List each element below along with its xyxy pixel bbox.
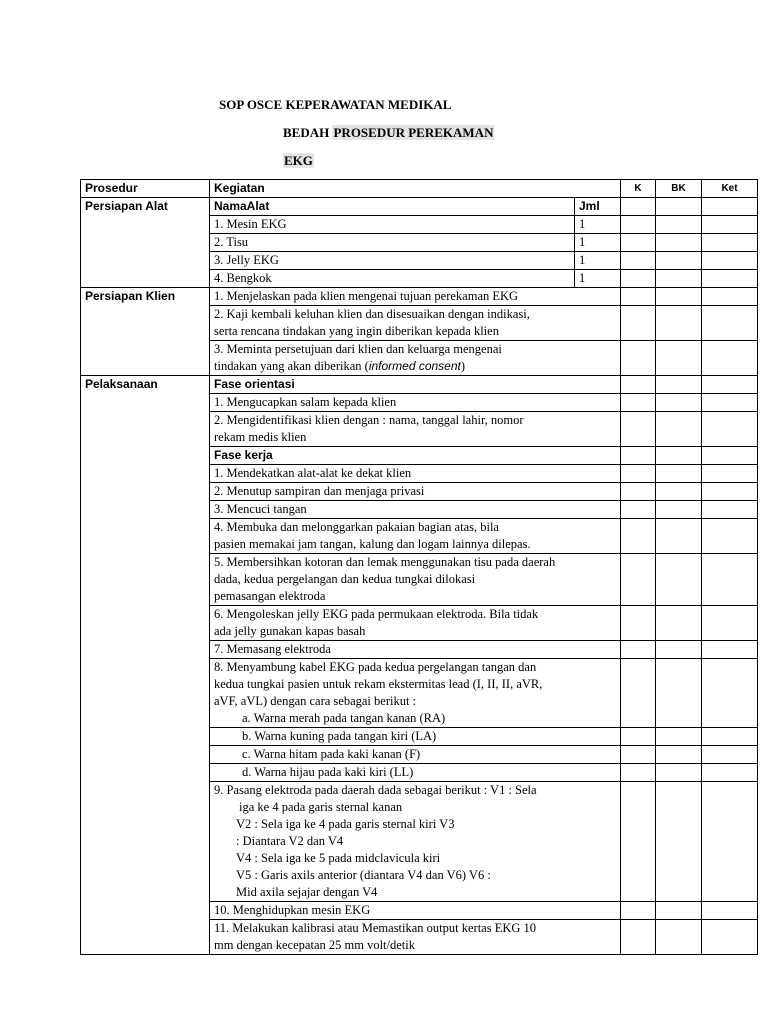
alat-name: 3. Jelly EKG xyxy=(210,252,575,270)
cell-ket[interactable] xyxy=(702,782,758,902)
cell-bk[interactable] xyxy=(656,764,702,782)
cell-bk[interactable] xyxy=(656,902,702,920)
alat-name: 4. Bengkok xyxy=(210,270,575,288)
cell-ket[interactable] xyxy=(702,659,758,728)
cell-k[interactable] xyxy=(621,465,656,483)
title-prosedur-perekaman: PROSEDUR PEREKAMAN xyxy=(333,125,494,140)
cell-k[interactable] xyxy=(621,728,656,746)
kerja-step-2: 2. Menutup sampiran dan menjaga privasi xyxy=(210,483,621,501)
cell-ket[interactable] xyxy=(702,920,758,955)
cell-ket[interactable] xyxy=(702,746,758,764)
alat-jml: 1 xyxy=(575,234,621,252)
cell-k[interactable] xyxy=(621,376,656,394)
header-jml: Jml xyxy=(575,198,621,216)
cell-bk[interactable] xyxy=(656,306,702,341)
cell-ket[interactable] xyxy=(702,216,758,234)
cell-k[interactable] xyxy=(621,198,656,216)
kerja-step-8b xyxy=(210,728,621,746)
cell-k[interactable] xyxy=(621,234,656,252)
cell-bk[interactable] xyxy=(656,782,702,902)
cell-k[interactable] xyxy=(621,519,656,554)
step-text: mm dengan kecepatan 25 mm volt/detik xyxy=(214,938,415,952)
section-pelaksanaan: Pelaksanaan xyxy=(81,376,210,955)
step-text: V4 : Sela iga ke 5 pada midclavicula kiri xyxy=(236,851,441,865)
step-subitem: b. Warna kuning pada tangan kiri (LA) xyxy=(242,729,437,743)
cell-ket[interactable] xyxy=(702,501,758,519)
title-ekg: EKG xyxy=(284,153,313,168)
cell-k[interactable] xyxy=(621,746,656,764)
cell-bk[interactable] xyxy=(656,447,702,465)
cell-bk[interactable] xyxy=(656,252,702,270)
cell-k[interactable] xyxy=(621,341,656,376)
cell-ket[interactable] xyxy=(702,902,758,920)
cell-ket[interactable] xyxy=(702,394,758,412)
kerja-step-8c xyxy=(210,746,621,764)
header-prosedur: Prosedur xyxy=(81,180,210,198)
alat-jml: 1 xyxy=(575,216,621,234)
cell-k[interactable] xyxy=(621,394,656,412)
cell-k[interactable] xyxy=(621,782,656,902)
cell-k[interactable] xyxy=(621,270,656,288)
kerja-step-11 xyxy=(210,920,621,955)
step-text: V2 : Sela iga ke 4 pada garis sternal kiri V3 xyxy=(236,817,455,831)
kerja-step-8 xyxy=(210,659,621,728)
cell-k[interactable] xyxy=(621,764,656,782)
table-row xyxy=(81,198,758,216)
cell-bk[interactable] xyxy=(656,465,702,483)
kerja-step-1: 1. Mendekatkan alat-alat ke dekat klien xyxy=(210,465,621,483)
cell-ket[interactable] xyxy=(702,376,758,394)
header-bk: BK xyxy=(656,180,702,198)
cell-bk[interactable] xyxy=(656,554,702,606)
step-text xyxy=(214,358,616,375)
step-text: 3. Meminta persetujuan dari klien dan keluarga mengenai xyxy=(214,342,502,356)
table-row xyxy=(81,376,758,394)
table-header-row xyxy=(81,180,758,198)
cell-ket[interactable] xyxy=(702,554,758,606)
step-text: iga ke 4 pada garis sternal kanan xyxy=(239,800,403,814)
step-text: 11. Melakukan kalibrasi atau Memastikan output kertas EKG 10 xyxy=(214,921,537,935)
cell-ket[interactable] xyxy=(702,483,758,501)
cell-bk[interactable] xyxy=(656,394,702,412)
cell-ket[interactable] xyxy=(702,306,758,341)
step-text: 5. Membersihkan kotoran dan lemak menggunakan tisu pada daerah xyxy=(214,555,556,569)
fase-kerja-heading: Fase kerja xyxy=(210,447,621,465)
step-subitem: c. Warna hitam pada kaki kanan (F) xyxy=(242,747,421,761)
header-ket: Ket xyxy=(702,180,758,198)
cell-k[interactable] xyxy=(621,252,656,270)
kerja-step-10: 10. Menghidupkan mesin EKG xyxy=(210,902,621,920)
cell-bk[interactable] xyxy=(656,746,702,764)
cell-ket[interactable] xyxy=(702,641,758,659)
klien-step-1: 1. Menjelaskan pada klien mengenai tujuan perekaman EKG xyxy=(210,288,621,306)
step-text: serta rencana tindakan yang ingin diberikan kepada klien xyxy=(214,324,499,338)
alat-jml: 1 xyxy=(575,252,621,270)
cell-k[interactable] xyxy=(621,306,656,341)
header-kegiatan: Kegiatan xyxy=(210,180,621,198)
step-subitem: d. Warna hijau pada kaki kiri (LL) xyxy=(242,765,414,779)
cell-ket[interactable] xyxy=(702,728,758,746)
step-subitem: a. Warna merah pada tangan kanan (RA) xyxy=(242,711,446,725)
orientasi-step-1: 1. Mengucapkan salam kepada klien xyxy=(210,394,621,412)
informed-consent-text: informed consent xyxy=(368,359,461,373)
cell-bk[interactable] xyxy=(656,606,702,641)
alat-name: 2. Tisu xyxy=(210,234,575,252)
step-text: Mid axila sejajar dengan V4 xyxy=(236,885,378,899)
fase-orientasi-heading: Fase orientasi xyxy=(210,376,621,394)
cell-bk[interactable] xyxy=(656,412,702,447)
cell-ket[interactable] xyxy=(702,252,758,270)
step-text-part: ) xyxy=(460,359,466,373)
kerja-step-7: 7. Memasang elektroda xyxy=(210,641,621,659)
cell-bk[interactable] xyxy=(656,641,702,659)
cell-ket[interactable] xyxy=(702,447,758,465)
cell-ket[interactable] xyxy=(702,341,758,376)
step-text: : Diantara V2 dan V4 xyxy=(236,834,344,848)
cell-bk[interactable] xyxy=(656,198,702,216)
cell-k[interactable] xyxy=(621,412,656,447)
cell-ket[interactable] xyxy=(702,198,758,216)
kerja-step-8d xyxy=(210,764,621,782)
document-title-line3 xyxy=(283,153,314,169)
step-text: V5 : Garis axils anterior (diantara V4 dan V6) V6 : xyxy=(236,868,491,882)
cell-ket[interactable] xyxy=(702,465,758,483)
orientasi-step-2 xyxy=(210,412,621,447)
cell-ket[interactable] xyxy=(702,412,758,447)
cell-ket[interactable] xyxy=(702,234,758,252)
step-text: ada jelly gunakan kapas basah xyxy=(214,624,366,638)
alat-jml: 1 xyxy=(575,270,621,288)
kerja-step-3: 3. Mencuci tangan xyxy=(210,501,621,519)
step-text: rekam medis klien xyxy=(214,430,307,444)
cell-bk[interactable] xyxy=(656,483,702,501)
step-text: 4. Membuka dan melonggarkan pakaian bagian atas, bila xyxy=(214,520,499,534)
alat-name: 1. Mesin EKG xyxy=(210,216,575,234)
step-text: 8. Menyambung kabel EKG pada kedua pergelangan tangan dan xyxy=(214,660,537,674)
cell-bk[interactable] xyxy=(656,216,702,234)
cell-ket[interactable] xyxy=(702,270,758,288)
cell-k[interactable] xyxy=(621,216,656,234)
cell-ket[interactable] xyxy=(702,606,758,641)
step-text: 9. Pasang elektroda pada daerah dada sebagai berikut : V1 : Sela xyxy=(214,783,537,797)
cell-bk[interactable] xyxy=(656,288,702,306)
title-bedah: BEDAH xyxy=(283,125,330,140)
step-text: 2. Mengidentifikasi klien dengan : nama, tanggal lahir, nomor xyxy=(214,413,524,427)
cell-k[interactable] xyxy=(621,659,656,728)
cell-bk[interactable] xyxy=(656,728,702,746)
cell-bk[interactable] xyxy=(656,519,702,554)
cell-ket[interactable] xyxy=(702,288,758,306)
step-text: dada, kedua pergelangan dan kedua tungkai dilokasi xyxy=(214,572,476,586)
cell-bk[interactable] xyxy=(656,659,702,728)
step-text: pemasangan elektroda xyxy=(214,589,326,603)
cell-ket[interactable] xyxy=(702,764,758,782)
step-text-part: tindakan yang akan diberikan ( xyxy=(214,359,369,373)
kerja-step-5 xyxy=(210,554,621,606)
step-text: aVF, aVL) dengan cara sebagai berikut : xyxy=(214,694,417,708)
header-nama-alat: NamaAlat xyxy=(210,198,575,216)
step-text: pasien memakai jam tangan, kalung dan logam lainnya dilepas. xyxy=(214,537,531,551)
cell-k[interactable] xyxy=(621,554,656,606)
cell-bk[interactable] xyxy=(656,376,702,394)
cell-ket[interactable] xyxy=(702,519,758,554)
header-k: K xyxy=(621,180,656,198)
sop-table xyxy=(80,179,758,955)
step-text: 2. Kaji kembali keluhan klien dan disesuaikan dengan indikasi, xyxy=(214,307,530,321)
cell-bk[interactable] xyxy=(656,234,702,252)
cell-k[interactable] xyxy=(621,501,656,519)
kerja-step-9 xyxy=(210,782,621,902)
cell-k[interactable] xyxy=(621,902,656,920)
cell-bk[interactable] xyxy=(656,341,702,376)
cell-k[interactable] xyxy=(621,483,656,501)
table-row xyxy=(81,288,758,306)
section-persiapan-klien: Persiapan Klien xyxy=(81,288,210,376)
cell-bk[interactable] xyxy=(656,270,702,288)
kerja-step-4 xyxy=(210,519,621,554)
klien-step-3 xyxy=(210,341,621,376)
cell-k[interactable] xyxy=(621,920,656,955)
step-text: 6. Mengoleskan jelly EKG pada permukaan elektroda. Bila tidak xyxy=(214,607,539,621)
cell-bk[interactable] xyxy=(656,920,702,955)
step-text: kedua tungkai pasien untuk rekam ekstermitas lead (I, II, II, aVR, xyxy=(214,677,543,691)
cell-k[interactable] xyxy=(621,447,656,465)
document-title-line1: SOP OSCE KEPERAWATAN MEDIKAL xyxy=(219,97,452,112)
cell-bk[interactable] xyxy=(656,501,702,519)
document-title-line2 xyxy=(283,125,494,141)
cell-k[interactable] xyxy=(621,288,656,306)
kerja-step-6 xyxy=(210,606,621,641)
klien-step-2 xyxy=(210,306,621,341)
cell-k[interactable] xyxy=(621,641,656,659)
section-persiapan-alat: Persiapan Alat xyxy=(81,198,210,288)
cell-k[interactable] xyxy=(621,606,656,641)
